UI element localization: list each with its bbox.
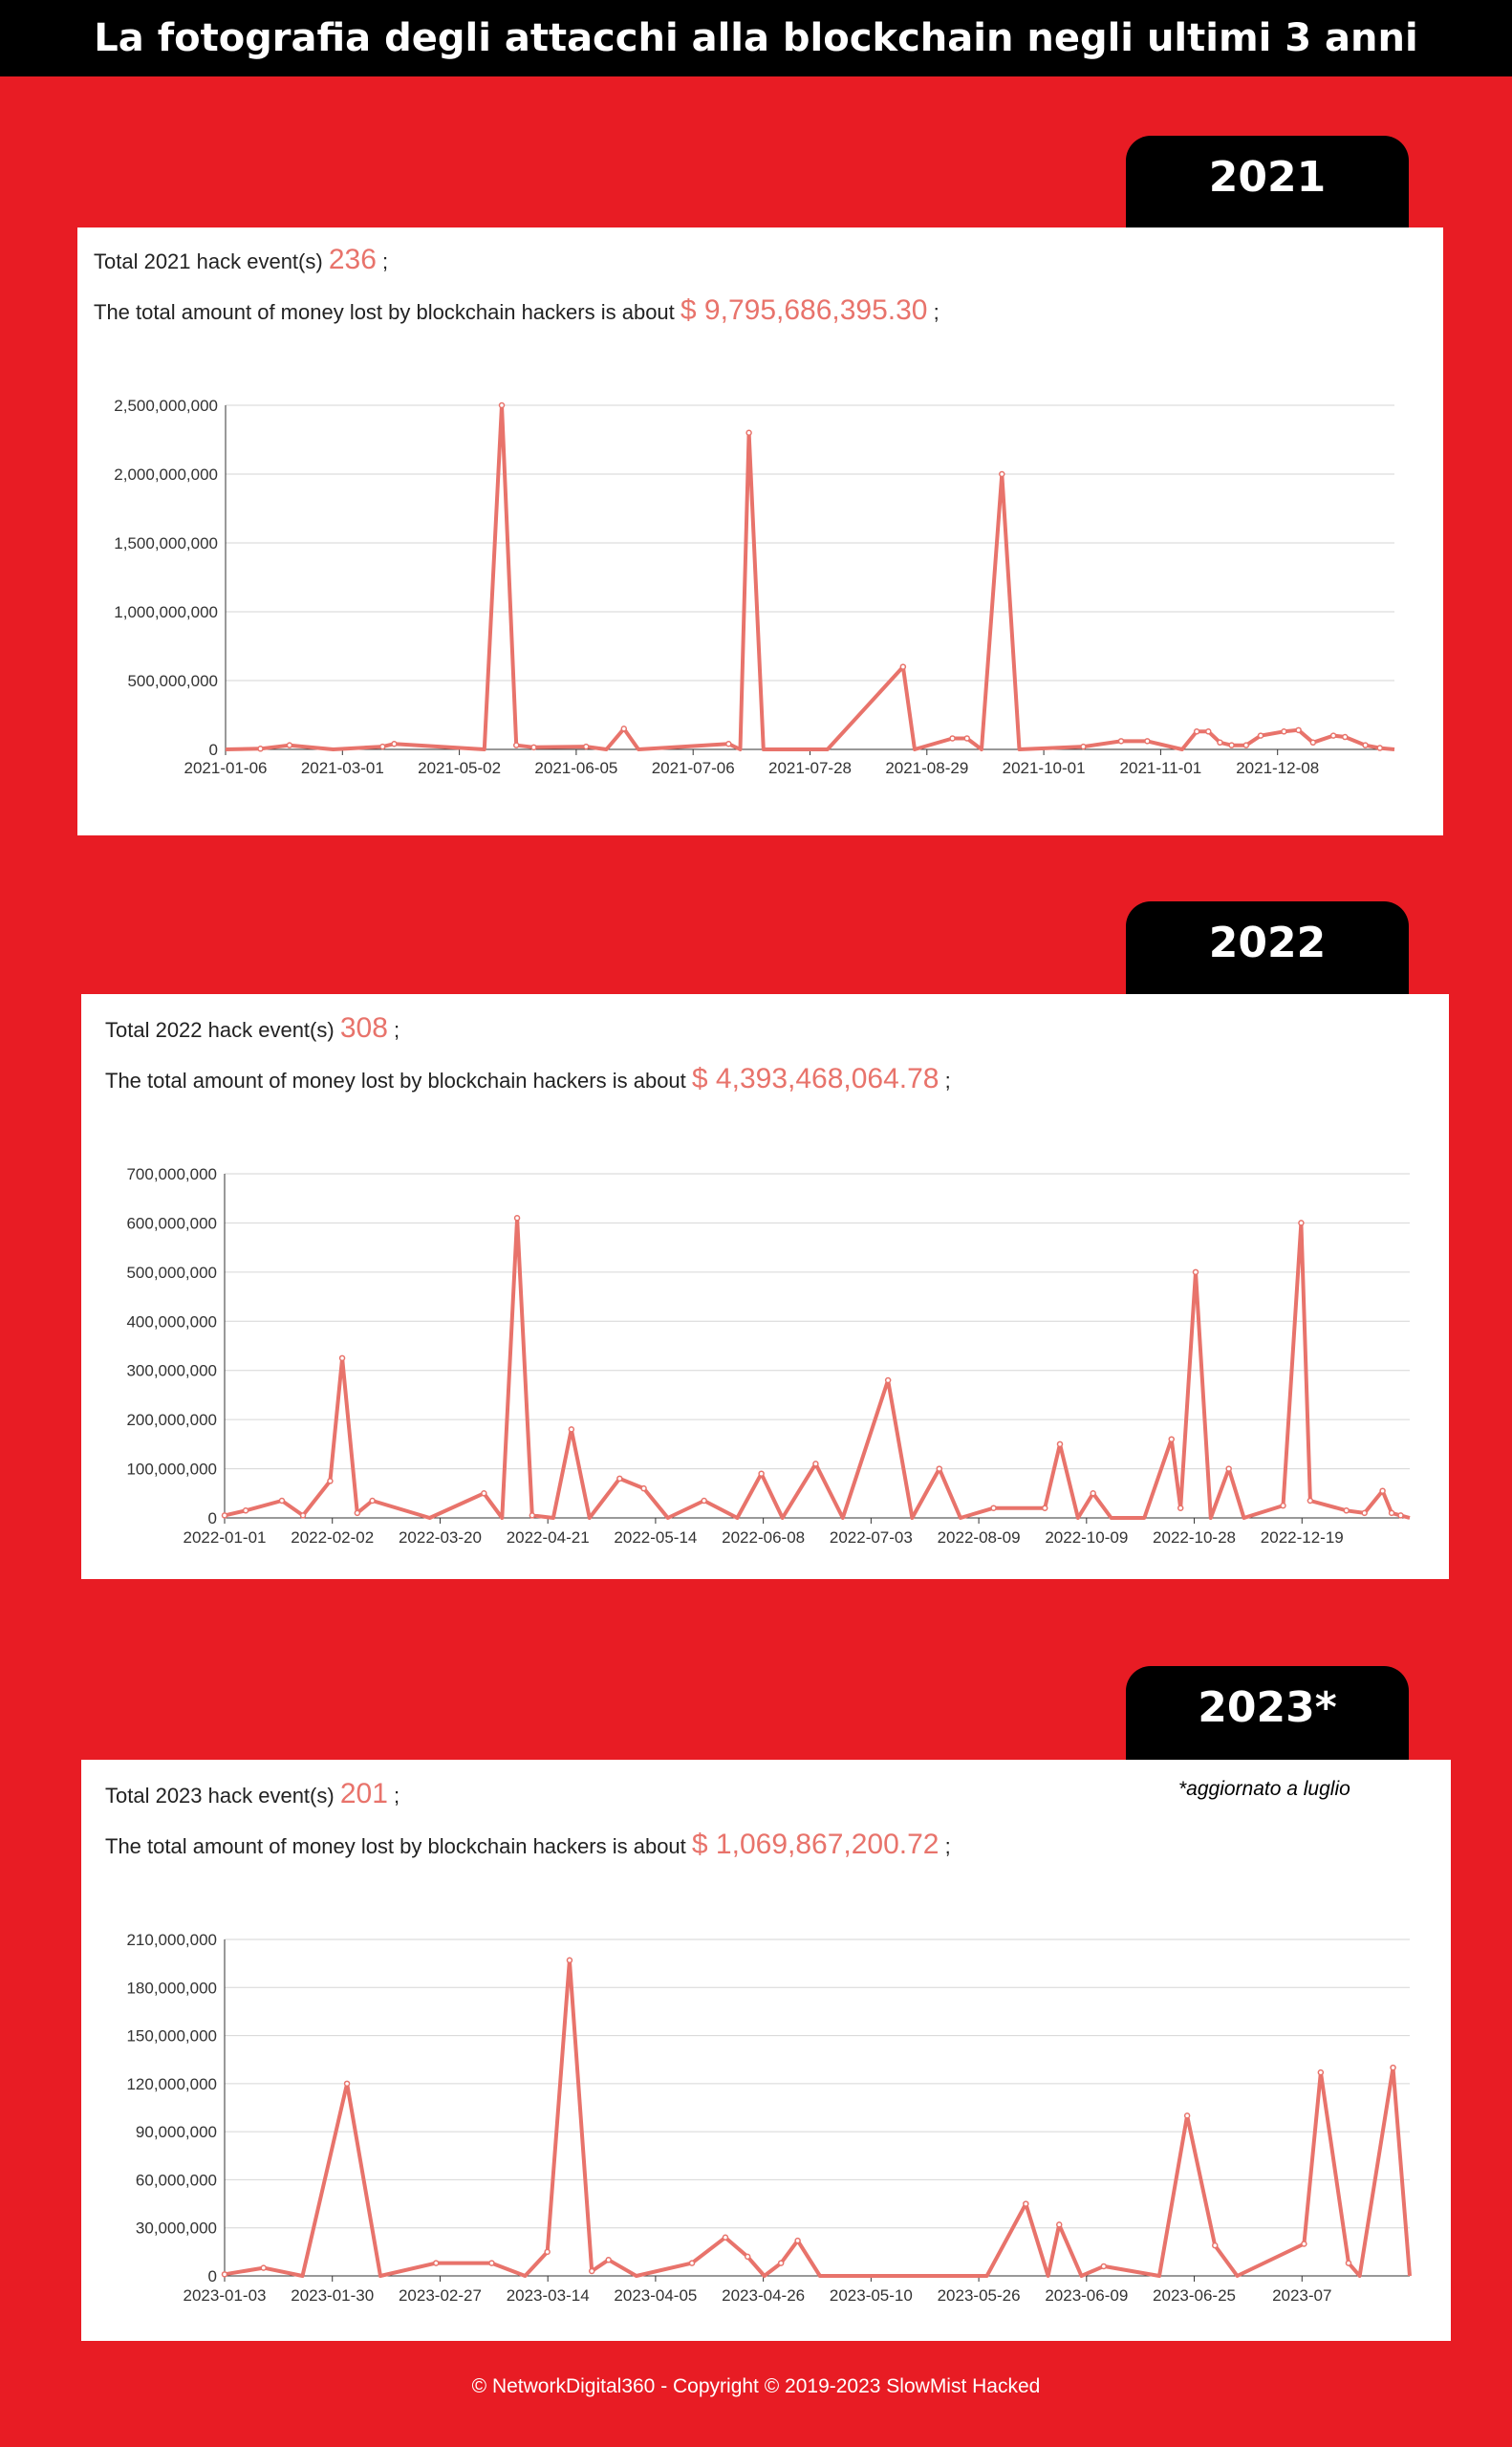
data-point — [355, 1510, 359, 1515]
data-point — [301, 1513, 306, 1518]
data-point — [223, 1513, 227, 1518]
line-chart-2023 — [81, 1760, 1451, 2341]
data-point — [1310, 740, 1315, 745]
data-point — [746, 430, 751, 435]
data-point — [1281, 1504, 1285, 1508]
y-tick-label: 30,000,000 — [135, 2219, 217, 2238]
data-point — [1390, 1510, 1394, 1515]
y-tick-label: 210,000,000 — [126, 1931, 217, 1949]
y-tick-label: 0 — [208, 741, 218, 759]
data-point — [1057, 1441, 1062, 1446]
data-point — [489, 2261, 494, 2265]
data-point — [1024, 2201, 1028, 2206]
data-point — [569, 1427, 573, 1432]
y-tick-label: 0 — [207, 1509, 217, 1527]
data-point — [380, 745, 385, 749]
data-point — [1193, 1269, 1198, 1274]
data-point — [1343, 735, 1348, 740]
data-point — [1185, 2113, 1190, 2118]
data-point — [1331, 733, 1336, 738]
data-point — [1081, 745, 1086, 749]
data-point — [567, 1958, 572, 1962]
data-point — [1057, 2222, 1062, 2227]
x-tick-label: 2022-06-08 — [722, 1528, 806, 1547]
x-tick-label: 2022-08-09 — [937, 1528, 1021, 1547]
data-point — [287, 743, 292, 747]
x-tick-label: 2022-01-01 — [183, 1528, 267, 1547]
separator: ; — [944, 1069, 951, 1093]
y-tick-label: 600,000,000 — [126, 1214, 217, 1233]
data-point — [500, 403, 505, 408]
data-point — [223, 2272, 227, 2277]
data-point — [434, 2261, 439, 2265]
data-point — [328, 1479, 333, 1483]
data-point — [779, 2261, 784, 2265]
x-tick-label: 2023-06-09 — [1045, 2286, 1129, 2305]
data-point — [1318, 2070, 1323, 2075]
x-tick-label: 2022-05-14 — [614, 1528, 698, 1547]
money-value: $ 9,795,686,395.30 — [680, 294, 928, 326]
events-prefix: Total 2022 hack event(s) — [105, 1018, 335, 1042]
data-point — [813, 1462, 818, 1466]
data-point — [723, 2235, 727, 2240]
y-tick-label: 700,000,000 — [126, 1165, 217, 1183]
page-title: La fotografia degli attacchi alla blockchain negli ultimi 3 anni — [0, 0, 1512, 76]
data-point — [690, 2261, 695, 2265]
x-tick-label: 2023-04-05 — [614, 2286, 698, 2305]
data-point — [244, 1508, 248, 1513]
data-point — [726, 742, 731, 747]
x-tick-label: 2022-02-02 — [291, 1528, 375, 1547]
money-prefix: The total amount of money lost by blockchain hackers is about — [105, 1834, 686, 1858]
data-point — [1195, 729, 1199, 734]
data-point — [1243, 743, 1248, 747]
data-point — [1218, 740, 1222, 745]
y-tick-label: 90,000,000 — [135, 2123, 217, 2142]
data-point — [641, 1486, 646, 1491]
data-point — [1391, 2066, 1395, 2070]
data-point — [1380, 1488, 1385, 1493]
data-point — [1398, 1513, 1403, 1518]
year-tab-2022: 2022 — [1126, 901, 1409, 1007]
line-chart-2021 — [77, 227, 1443, 835]
data-point — [1101, 2263, 1106, 2268]
x-tick-label: 2021-08-29 — [885, 759, 969, 777]
separator: ; — [394, 1018, 400, 1042]
data-point — [529, 1513, 534, 1518]
data-point — [1178, 1505, 1183, 1510]
data-point — [1346, 2261, 1350, 2265]
data-point — [745, 2254, 750, 2259]
data-point — [340, 1355, 345, 1360]
x-tick-label: 2021-06-05 — [534, 759, 618, 777]
y-tick-label: 500,000,000 — [127, 672, 218, 690]
data-point — [1043, 1505, 1048, 1510]
y-tick-label: 2,500,000,000 — [114, 397, 218, 415]
data-point — [1091, 1491, 1095, 1496]
data-point — [964, 736, 969, 741]
data-point — [590, 2268, 594, 2273]
x-tick-label: 2022-04-21 — [506, 1528, 590, 1547]
data-point — [531, 745, 536, 749]
x-tick-label: 2022-10-09 — [1045, 1528, 1129, 1547]
data-point — [482, 1491, 486, 1496]
data-point — [1213, 2243, 1218, 2248]
data-point — [1299, 1221, 1304, 1225]
series-line — [225, 1960, 1410, 2276]
data-point — [759, 1471, 764, 1476]
data-point — [937, 1466, 941, 1471]
x-tick-label: 2023-05-10 — [829, 2286, 913, 2305]
data-point — [795, 2239, 800, 2243]
events-prefix: Total 2021 hack event(s) — [94, 249, 323, 273]
y-tick-label: 500,000,000 — [126, 1263, 217, 1282]
y-tick-label: 400,000,000 — [126, 1312, 217, 1332]
data-point — [1000, 472, 1004, 477]
y-tick-label: 1,000,000,000 — [114, 603, 218, 621]
chart-card-2023 — [81, 1760, 1451, 2341]
y-tick-label: 300,000,000 — [126, 1361, 217, 1380]
data-point — [950, 736, 955, 741]
x-tick-label: 2022-10-28 — [1153, 1528, 1237, 1547]
year-tab-2021: 2021 — [1126, 136, 1409, 241]
x-tick-label: 2022-03-20 — [398, 1528, 482, 1547]
y-tick-label: 200,000,000 — [126, 1411, 217, 1430]
data-point — [1307, 1499, 1312, 1504]
events-prefix: Total 2023 hack event(s) — [105, 1784, 335, 1808]
money-value: $ 1,069,867,200.72 — [691, 1829, 940, 1860]
year-tab-2023: 2023* — [1126, 1666, 1409, 1771]
y-tick-label: 60,000,000 — [135, 2171, 217, 2190]
y-tick-label: 120,000,000 — [126, 2074, 217, 2093]
separator: ; — [394, 1784, 400, 1808]
data-point — [1363, 743, 1368, 747]
y-tick-label: 100,000,000 — [126, 1460, 217, 1479]
line-chart-2022 — [81, 994, 1449, 1579]
x-tick-label: 2021-03-01 — [300, 759, 384, 777]
data-point — [702, 1499, 706, 1504]
separator: ; — [382, 249, 389, 273]
x-tick-label: 2022-07-03 — [829, 1528, 913, 1547]
x-tick-label: 2021-05-02 — [418, 759, 502, 777]
data-point — [545, 2249, 550, 2254]
data-point — [606, 2258, 611, 2263]
data-point — [1145, 739, 1150, 744]
data-point — [1344, 1508, 1349, 1513]
data-point — [1259, 733, 1264, 738]
y-tick-label: 1,500,000,000 — [114, 534, 218, 552]
series-line — [226, 405, 1394, 749]
x-tick-label: 2021-07-28 — [768, 759, 852, 777]
x-tick-label: 2021-12-08 — [1236, 759, 1320, 777]
data-point — [345, 2081, 350, 2086]
data-point — [886, 1378, 891, 1383]
data-point — [1377, 746, 1382, 750]
data-point — [1169, 1437, 1174, 1441]
y-tick-label: 2,000,000,000 — [114, 466, 218, 484]
y-tick-label: 0 — [207, 2267, 217, 2285]
x-tick-label: 2021-07-06 — [651, 759, 735, 777]
x-tick-label: 2023-01-30 — [291, 2286, 375, 2305]
x-tick-label: 2021-10-01 — [1002, 759, 1086, 777]
data-point — [621, 726, 626, 731]
data-point — [1229, 743, 1234, 747]
chart-card-2021 — [77, 227, 1443, 835]
separator: ; — [933, 300, 940, 324]
y-tick-label: 150,000,000 — [126, 2026, 217, 2046]
x-tick-label: 2023-04-26 — [722, 2286, 806, 2305]
x-tick-label: 2021-01-06 — [184, 759, 268, 777]
chart-card-2022 — [81, 994, 1449, 1579]
footer-copyright: © NetworkDigital360 - Copyright © 2019-2023 SlowMist Hacked — [471, 2375, 1041, 2397]
data-point — [900, 664, 905, 669]
data-point — [514, 743, 519, 747]
money-prefix: The total amount of money lost by blockchain hackers is about — [94, 300, 675, 324]
data-point — [617, 1476, 622, 1481]
data-point — [584, 745, 589, 749]
data-point — [991, 1505, 996, 1510]
data-point — [1362, 1510, 1367, 1515]
separator: ; — [944, 1834, 951, 1858]
data-point — [261, 2265, 266, 2270]
data-point — [258, 747, 263, 751]
money-prefix: The total amount of money lost by blockchain hackers is about — [105, 1069, 686, 1093]
data-point — [279, 1499, 284, 1504]
x-tick-label: 2023-01-03 — [183, 2286, 267, 2305]
x-tick-label: 2023-05-26 — [937, 2286, 1021, 2305]
x-tick-label: 2022-12-19 — [1260, 1528, 1344, 1547]
x-tick-label: 2023-06-25 — [1153, 2286, 1237, 2305]
data-point — [392, 742, 397, 747]
data-point — [1206, 729, 1211, 734]
data-point — [1302, 2241, 1307, 2246]
data-point — [1226, 1466, 1231, 1471]
data-point — [1282, 729, 1286, 734]
x-tick-label: 2023-02-27 — [398, 2286, 482, 2305]
data-point — [370, 1499, 375, 1504]
data-point — [515, 1216, 520, 1221]
y-tick-label: 180,000,000 — [126, 1979, 217, 1998]
update-note: *aggiornato a luglio — [1178, 1778, 1350, 1800]
x-tick-label: 2023-03-14 — [506, 2286, 590, 2305]
x-tick-label: 2023-07 — [1272, 2286, 1332, 2305]
data-point — [1296, 727, 1301, 732]
events-count: 201 — [339, 1778, 388, 1809]
x-tick-label: 2021-11-01 — [1119, 759, 1202, 777]
series-line — [225, 1218, 1410, 1518]
events-count: 236 — [328, 244, 377, 275]
money-value: $ 4,393,468,064.78 — [691, 1063, 940, 1094]
data-point — [1119, 739, 1124, 744]
events-count: 308 — [339, 1012, 388, 1044]
